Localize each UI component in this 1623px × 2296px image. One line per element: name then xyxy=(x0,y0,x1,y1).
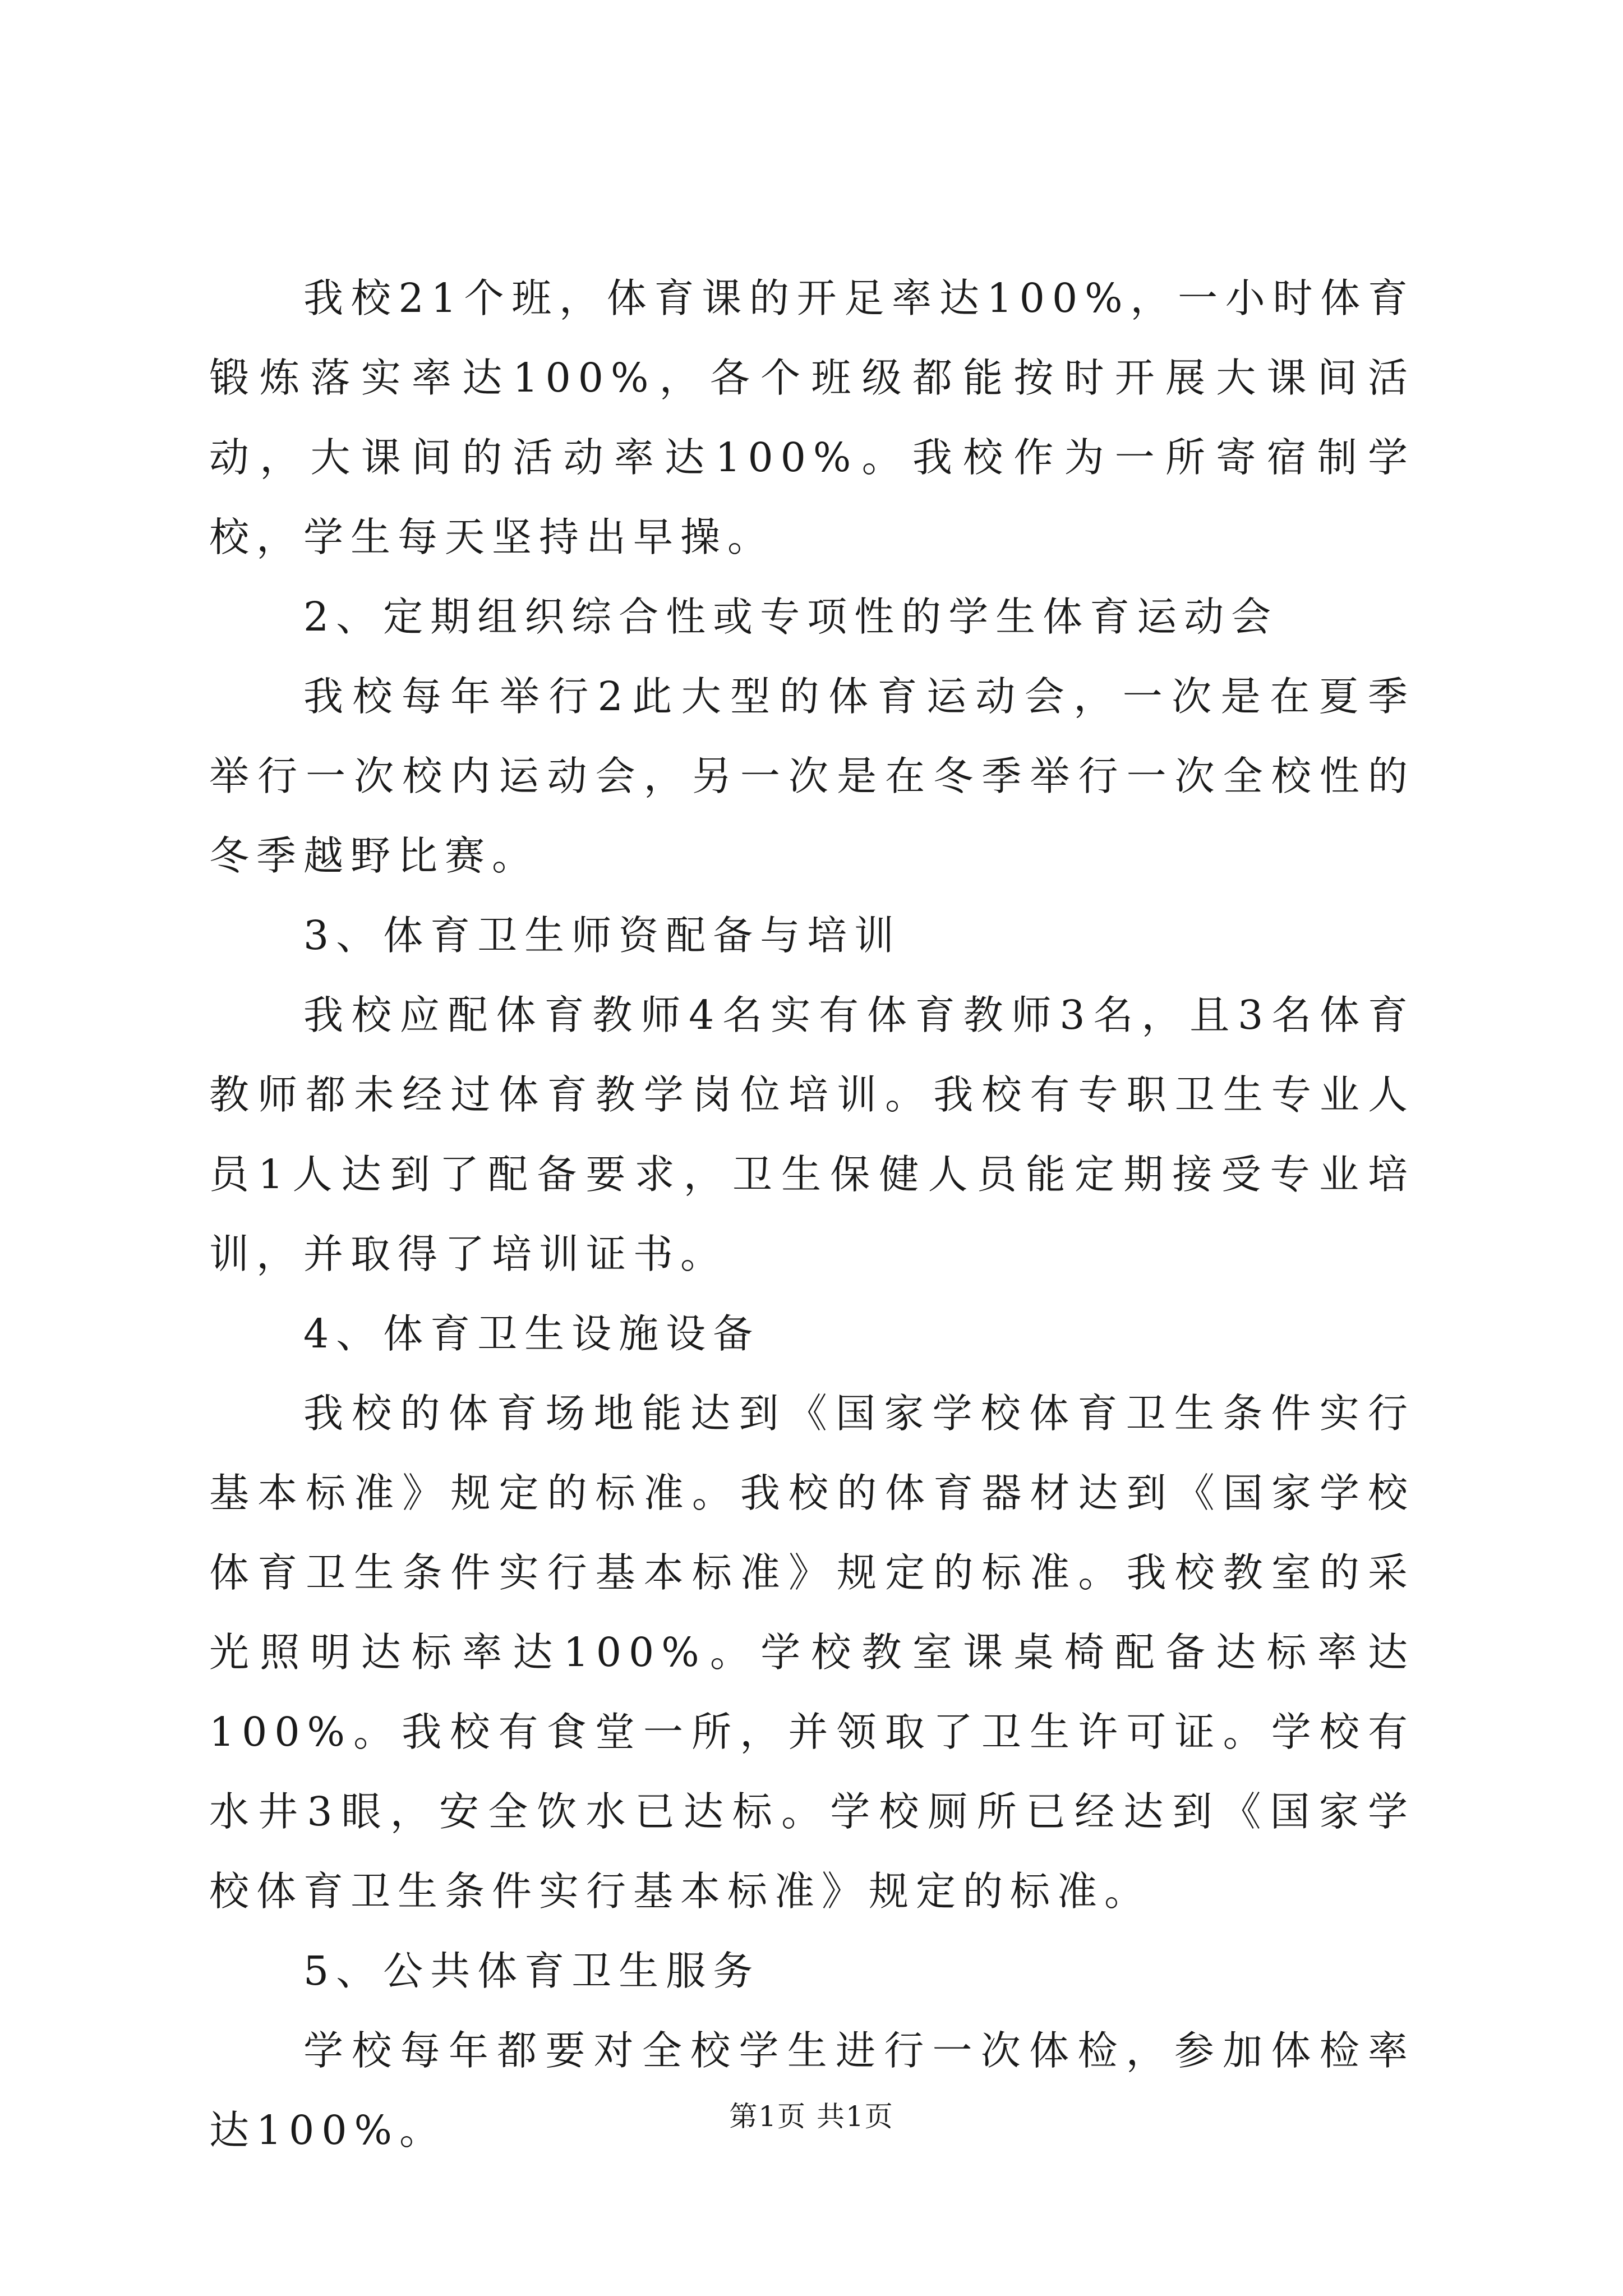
section-heading-public-service: 5、公共体育卫生服务 xyxy=(303,1948,760,1994)
section-heading-staffing: 3、体育卫生师资配备与培训 xyxy=(303,912,902,959)
section-heading-sports-meet: 2、定期组织综合性或专项性的学生体育运动会 xyxy=(303,593,1279,640)
paragraph-sports-meet: 我校每年举行2此大型的体育运动会，一次是在夏季举行一次校内运动会，另一次是在冬季举行一次全校性的冬季越野比赛。 xyxy=(209,673,1415,879)
document-body xyxy=(209,259,1415,2170)
section-heading-facilities: 4、体育卫生设施设备 xyxy=(303,1310,760,1357)
page-number-footer: 第1页 共1页 xyxy=(729,2100,894,2133)
paragraph-facilities: 我校的体育场地能达到《国家学校体育卫生条件实行基本标准》规定的标准。我校的体育器材达到《国家学校体育卫生条件实行基本标准》规定的标准。我校教室的采光照明达标率达100%。学校教室课桌椅配备达标率达100%。我校有食堂一所，并领取了卫生许可证。学校有水井3眼，安全饮水已达标。学校厕所已经达到《国家学校体育卫生条件实行基本标准》规定的标准。 xyxy=(209,1390,1415,1915)
paragraph-public-service: 学校每年都要对全校学生进行一次体检，参加体检率达100%。 xyxy=(209,2027,1415,2154)
paragraph-pe-class-rate: 我校21个班，体育课的开足率达100%，一小时体育锻炼落实率达100%，各个班级都能按时开展大课间活动，大课间的活动率达100%。我校作为一所寄宿制学校，学生每天坚持出早操。 xyxy=(209,275,1415,560)
paragraph-staffing: 我校应配体育教师4名实有体育教师3名，且3名体育教师都未经过体育教学岗位培训。我校有专职卫生专业人员1人达到了配备要求，卫生保健人员能定期接受专业培训，并取得了培训证书。 xyxy=(209,992,1415,1277)
